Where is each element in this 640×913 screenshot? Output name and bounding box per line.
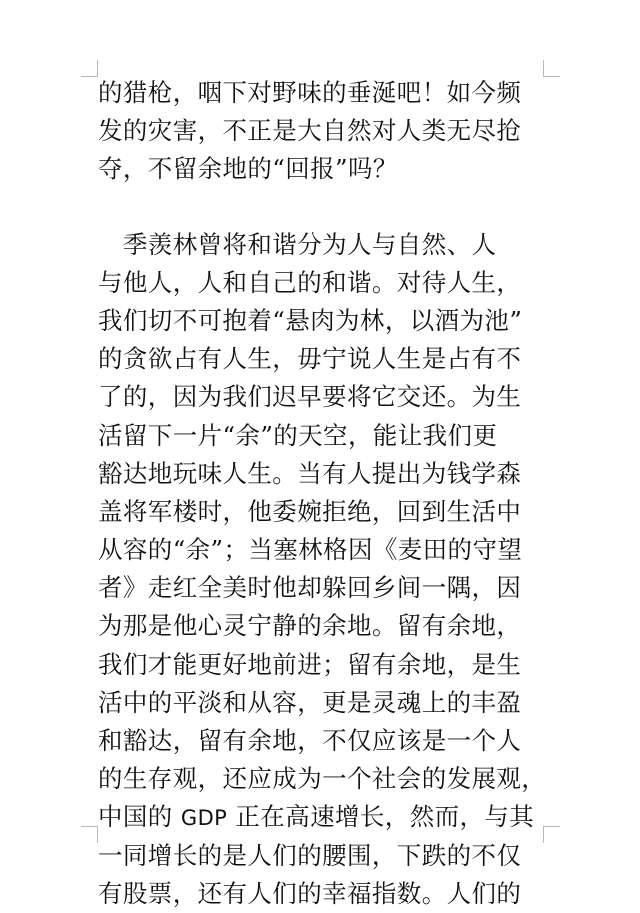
text-line: 我们切不可抱着“悬肉为林，以酒为池” bbox=[98, 305, 523, 335]
text-line: 豁达地玩味人生。当有人提出为钱学森 bbox=[98, 458, 522, 488]
text-run: 中国的 bbox=[98, 802, 181, 832]
text-line: 从容的“余”；当塞林格因《麦田的守望 bbox=[98, 535, 523, 565]
text-line: 一同增长的是人们的腰围，下跌的不仅 bbox=[98, 840, 522, 870]
text-line: 为那是他心灵宁静的余地。留有余地， bbox=[98, 611, 522, 641]
text-line: 的生存观，还应成为一个社会的发展观， bbox=[98, 764, 547, 794]
text-line: 的贪欲占有人生，毋宁说人生是占有不 bbox=[98, 344, 522, 374]
text-line: 者》走红全美时他却躲回乡间一隅，因 bbox=[98, 573, 522, 603]
crop-mark-bottom-right bbox=[543, 826, 560, 843]
crop-mark-top-left bbox=[81, 60, 98, 77]
text-run: 正在高速增长，然而，与其 bbox=[227, 802, 535, 832]
text-line: 盖将军楼时，他委婉拒绝，回到生活中 bbox=[98, 496, 522, 526]
text-line: 夺，不留余地的“回报”吗？ bbox=[98, 154, 398, 184]
text-line-gdp bbox=[98, 798, 544, 836]
text-line: 了的，因为我们迟早要将它交还。为生 bbox=[98, 382, 522, 412]
text-line: 的猎枪，咽下对野味的垂涎吧！如今频 bbox=[98, 78, 522, 107]
text-line: 与他人，人和自己的和谐。对待人生， bbox=[98, 267, 522, 297]
crop-mark-bottom-left bbox=[81, 826, 98, 843]
text-line: 我们才能更好地前进；留有余地，是生 bbox=[98, 649, 522, 679]
paragraph-1 bbox=[98, 74, 544, 189]
paragraph-gap bbox=[98, 189, 544, 226]
paragraph-2 bbox=[98, 226, 547, 913]
text-line: 活留下一片“余”的天空，能让我们更 bbox=[98, 420, 498, 450]
text-run-latin: GDP bbox=[180, 806, 228, 831]
document-body bbox=[98, 74, 547, 913]
text-line: 和豁达，留有余地，不仅应该是一个人 bbox=[98, 726, 522, 755]
text-line: 发的灾害，不正是大自然对人类无尽抢 bbox=[98, 116, 522, 146]
text-line: 有股票，还有人们的幸福指数。人们的 bbox=[98, 878, 522, 908]
text-line: 季羡林曾将和谐分为人与自然、人 bbox=[98, 229, 497, 259]
text-line: 活中的平淡和从容，更是灵魂上的丰盈 bbox=[98, 687, 522, 717]
crop-mark-top-right bbox=[543, 60, 560, 77]
